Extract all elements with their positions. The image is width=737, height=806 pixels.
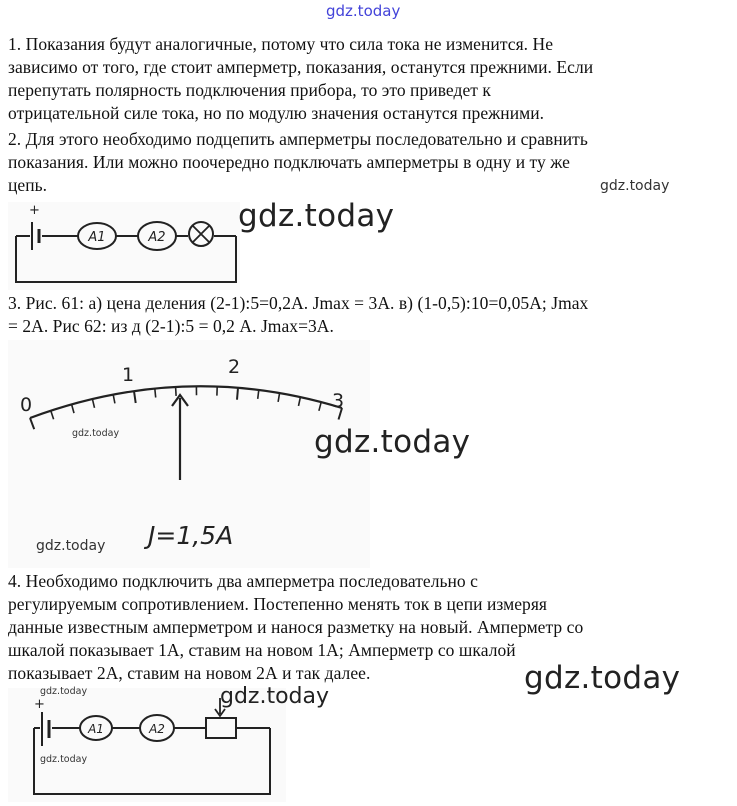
scale-tick bbox=[237, 388, 238, 400]
scale-label-3: 3 bbox=[332, 390, 345, 412]
watermark-label: gdz.today bbox=[238, 198, 395, 234]
scale-label-1: 1 bbox=[122, 364, 135, 386]
answer-3-line: = 2А. Рис 62: из д (2-1):5 = 0,2 А. Jmax=3А. bbox=[8, 316, 334, 336]
scale-tick bbox=[176, 387, 177, 396]
circuit-diagram-1 bbox=[8, 202, 240, 290]
answer-4-line: шкалой показывает 1А, ставим на новом 1А; Амперметр со шкалой bbox=[8, 640, 516, 660]
circuit-1-drawing bbox=[8, 202, 240, 290]
battery-plus-sign: + bbox=[34, 697, 45, 712]
answer-2-line: показания. Или можно поочередно подключать амперметры в одну и ту же bbox=[8, 152, 570, 172]
answer-3 bbox=[8, 292, 730, 338]
answer-4-line: регулируемым сопротивлением. Постепенно менять ток в цепи измеряя bbox=[8, 594, 548, 614]
watermark-label: gdz.today bbox=[524, 660, 681, 696]
answer-1 bbox=[8, 33, 730, 125]
answer-1-line: зависимо от того, где стоит амперметр, показания, останутся прежними. Если bbox=[8, 57, 594, 77]
ammeter-1-label: A1 bbox=[88, 230, 106, 245]
scale-label-0: 0 bbox=[20, 394, 33, 416]
answer-1-line: отрицательной силе тока, но по модулю значения останутся прежними. bbox=[8, 103, 545, 123]
answer-4-line: показывает 2А, ставим на новом 2А и так далее. bbox=[8, 663, 371, 683]
watermark-label: gdz.today bbox=[40, 686, 88, 697]
answer-2-line: 2. Для этого необходимо подцепить амперметры последовательно и сравнить bbox=[8, 129, 588, 149]
watermark-label: gdz.today bbox=[72, 428, 120, 439]
watermark-label: gdz.today bbox=[314, 424, 471, 460]
battery-plus-sign: + bbox=[29, 203, 40, 218]
answer-2-line: цепь. bbox=[8, 175, 48, 195]
answer-4-line: 4. Необходимо подключить два амперметра последовательно с bbox=[8, 571, 478, 591]
scale-tick bbox=[258, 390, 259, 399]
scale-label-2: 2 bbox=[228, 356, 241, 378]
ammeter-2-label: A2 bbox=[148, 230, 166, 245]
watermark-label: gdz.today bbox=[40, 754, 88, 765]
scale-tick bbox=[155, 389, 156, 398]
ammeter-2-label: A2 bbox=[149, 722, 165, 736]
answer-3-line: 3. Рис. 61: а) цена деления (2-1):5=0,2А. Jmax = 3А. в) (1-0,5):10=0,05А; Jmax bbox=[8, 293, 589, 313]
answer-1-line: перепутать полярность подключения прибора, то это приведет к bbox=[8, 80, 491, 100]
watermark-label: gdz.today bbox=[220, 684, 330, 709]
watermark-label: gdz.today bbox=[36, 538, 106, 554]
answer-4-line: данные известным амперметром и нанося разметку на новый. Амперметр со bbox=[8, 617, 584, 637]
watermark-label: gdz.today bbox=[600, 178, 670, 194]
current-reading: J=1,5A bbox=[148, 521, 234, 550]
ammeter-1-label: A1 bbox=[88, 722, 104, 736]
answer-1-line: 1. Показания будут аналогичные, потому что сила тока не изменится. Не bbox=[8, 34, 554, 54]
watermark-top: gdz.today bbox=[326, 2, 401, 20]
